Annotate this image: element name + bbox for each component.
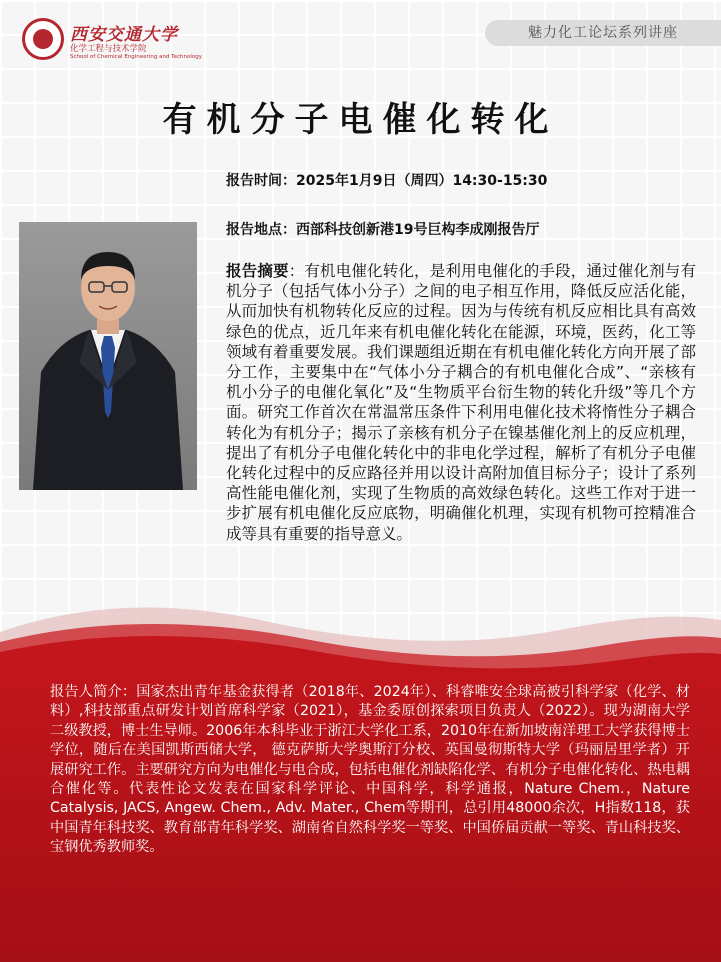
university-emblem-icon <box>22 18 64 60</box>
department-name-en: School of Chemical Engineering and Technology <box>70 54 202 60</box>
time-line <box>226 170 547 190</box>
time-label: 报告时间： <box>226 173 296 189</box>
abstract-label: 报告摘要 <box>226 262 289 280</box>
place-value: 西部科技创新港19号巨构李成刚报告厅 <box>296 222 540 238</box>
place-line <box>226 219 539 239</box>
time-value: 2025年1月9日（周四）14:30-15:30 <box>296 173 548 189</box>
series-tag: 魅力化工论坛系列讲座 <box>485 20 721 46</box>
university-name: 西安交通大学 <box>70 25 178 45</box>
abstract <box>226 261 696 544</box>
abstract-text: ：有机电催化转化，是利用电催化的手段，通过催化剂与有机分子（包括气体小分子）之间的电子相互作用，降低反应活化能，从而加快有机物转化反应的过程。因为与传统有机反应相比具有高效绿色的优点，近几年来有机电催化转化在能源，环境，医药，化工等领域有着重要发展。我们课题组近期在有机电催化转化方向开展了部分工作，主要集中在“气体小分子耦合的有机电催化合成”、“亲核有机小分子的电催化氧化”及“生物质平台衍生物的转化升级”等几个方面。研究工作首次在常温常压条件下利用电催化技术将惰性分子耦合转化为有机分子；揭示了亲核有机分子在镍基催化剂上的反应机理，提出了有机分子电催化转化中的非电化学过程，解析了有机分子电催化转化过程中的反应路径并用以设计高附加值目标分子；设计了系列高性能电催化剂，实现了生物质的高效绿色转化。这些工作对于进一步扩展有机电催化反应底物，明确催化机理，实现有机物可控精准合成等具有重要的指导意义。 <box>226 262 696 543</box>
speaker-bio: 报告人简介：国家杰出青年基金获得者（2018年、2024年）、科睿唯安全球高被引科学家（化学、材料）,科技部重点研发计划首席科学家（2021），基金委原创探索项目负责人（2022）。现为湖南大学二级教授，博士生导师。2006年本科毕业于浙江大学化工系，2010年在新加坡南洋理工大学获得博士学位，随后在美国凯斯西储大学， 德克萨斯大学奥斯汀分校、英国曼彻斯特大学（玛丽居里学者）开展研究工作。主要研究方向为电催化与电合成，包括电催化剂缺陷化学、有机分子电催化转化、热电耦合催化等。代表性论文发表在国家科学评论、中国科学，科学通报，Nature Chem.，Nature Catalysis, JACS, Angew. Chem., Adv. Mater., Chem等期刊，总引用48000余次，H指数118，获中国青年科技奖、教育部青年科学奖、湖南省自然科学奖一等奖、中国侨届贡献一等奖、青山科技奖、宝钢优秀教师奖。 <box>50 684 690 856</box>
department-name: 化学工程与技术学院 <box>70 44 147 54</box>
speaker-photo <box>19 222 197 490</box>
university-logo <box>22 18 222 66</box>
place-label: 报告地点： <box>226 222 296 238</box>
lecture-title: 有机分子电催化转化 <box>162 100 559 140</box>
